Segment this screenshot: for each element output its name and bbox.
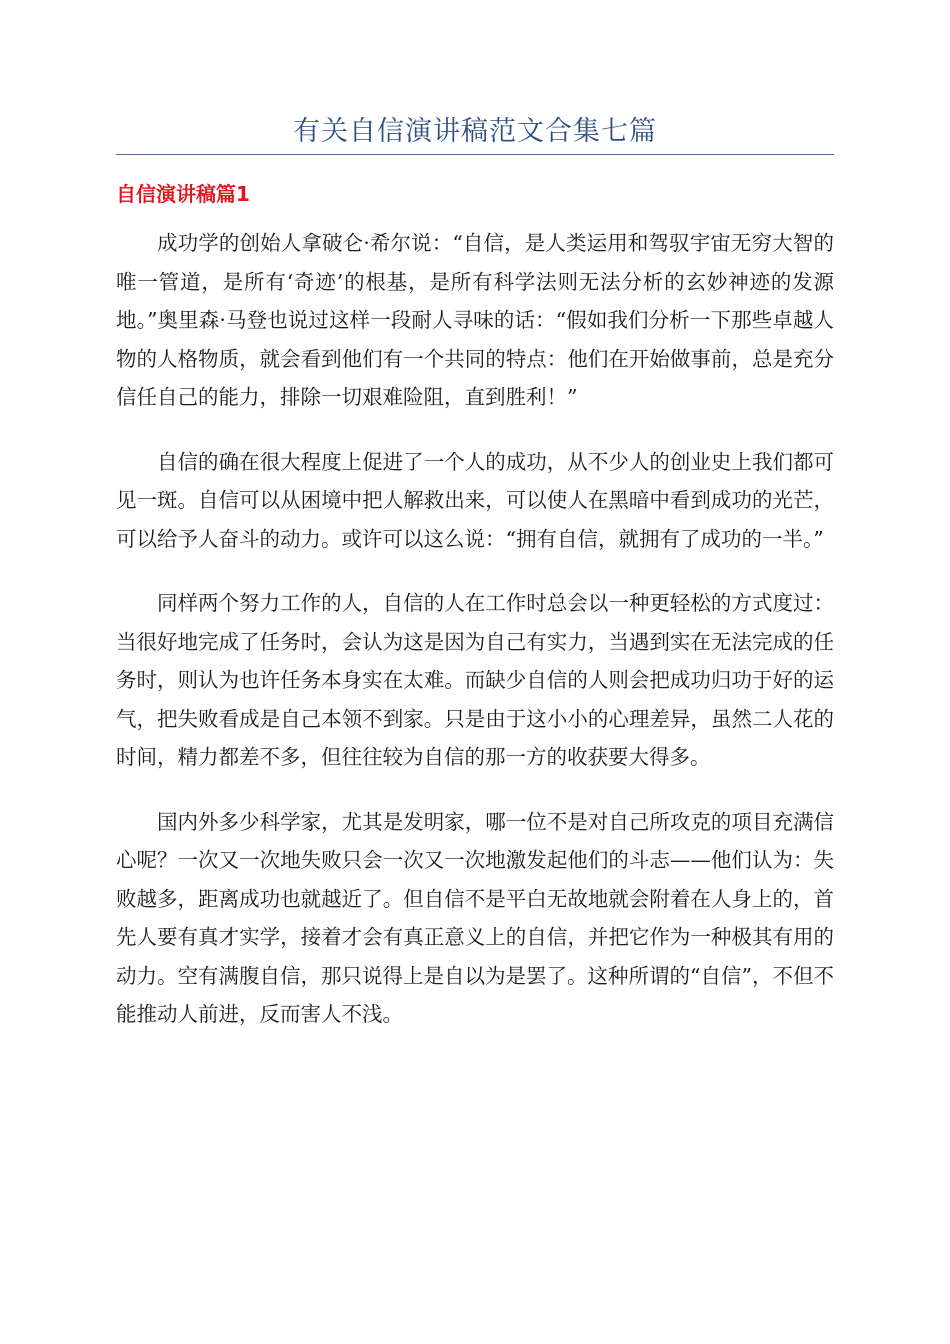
document-title: 有关自信演讲稿范文合集七篇 bbox=[293, 116, 657, 147]
paragraph-4: 国内外多少科学家，尤其是发明家，哪一位不是对自己所攻克的项目充满信心呢？一次又一次地失败只会一次又一次地激发起他们的斗志——他们认为：失败越多，距离成功也就越近了。但自信不是平白无故地就会附着在人身上的，首先人要有真才实学，接着才会有真正意义上的自信，并把它作为一种极其有用的动力。空有满腹自信，那只说得上是自以为是罢了。这种所谓的“自信”，不但不能推动人前进，反而害人不浅。 bbox=[116, 809, 834, 1026]
title-divider bbox=[116, 154, 834, 155]
paragraph-2: 自信的确在很大程度上促进了一个人的成功，从不少人的创业史上我们都可见一斑。自信可以从困境中把人解救出来，可以使人在黑暗中看到成功的光芒，可以给予人奋斗的动力。或许可以这么说：“拥有自信，就拥有了成功的一半。” bbox=[116, 449, 834, 551]
section-heading: 自信演讲稿篇1 bbox=[116, 182, 250, 206]
document-body bbox=[116, 224, 834, 1060]
paragraph-3: 同样两个努力工作的人，自信的人在工作时总会以一种更轻松的方式度过：当很好地完成了任务时，会认为这是因为自己有实力，当遇到实在无法完成的任务时，则认为也许任务本身实在太难。而缺少自信的人则会把成功归功于好的运气，把失败看成是自己本领不到家。只是由于这小小的心理差异，虽然二人花的时间，精力都差不多，但往往较为自信的那一方的收获要大得多。 bbox=[116, 591, 834, 769]
paragraph-1: 成功学的创始人拿破仑·希尔说：“自信，是人类运用和驾驭宇宙无穷大智的唯一管道，是所有‘奇迹’的根基，是所有科学法则无法分析的玄妙神迹的发源地。”奥里森·马登也说过这样一段耐人寻味的话：“假如我们分析一下那些卓越人物的人格物质，就会看到他们有一个共同的特点：他们在开始做事前，总是充分信任自己的能力，排除一切艰难险阻，直到胜利！” bbox=[116, 231, 834, 409]
